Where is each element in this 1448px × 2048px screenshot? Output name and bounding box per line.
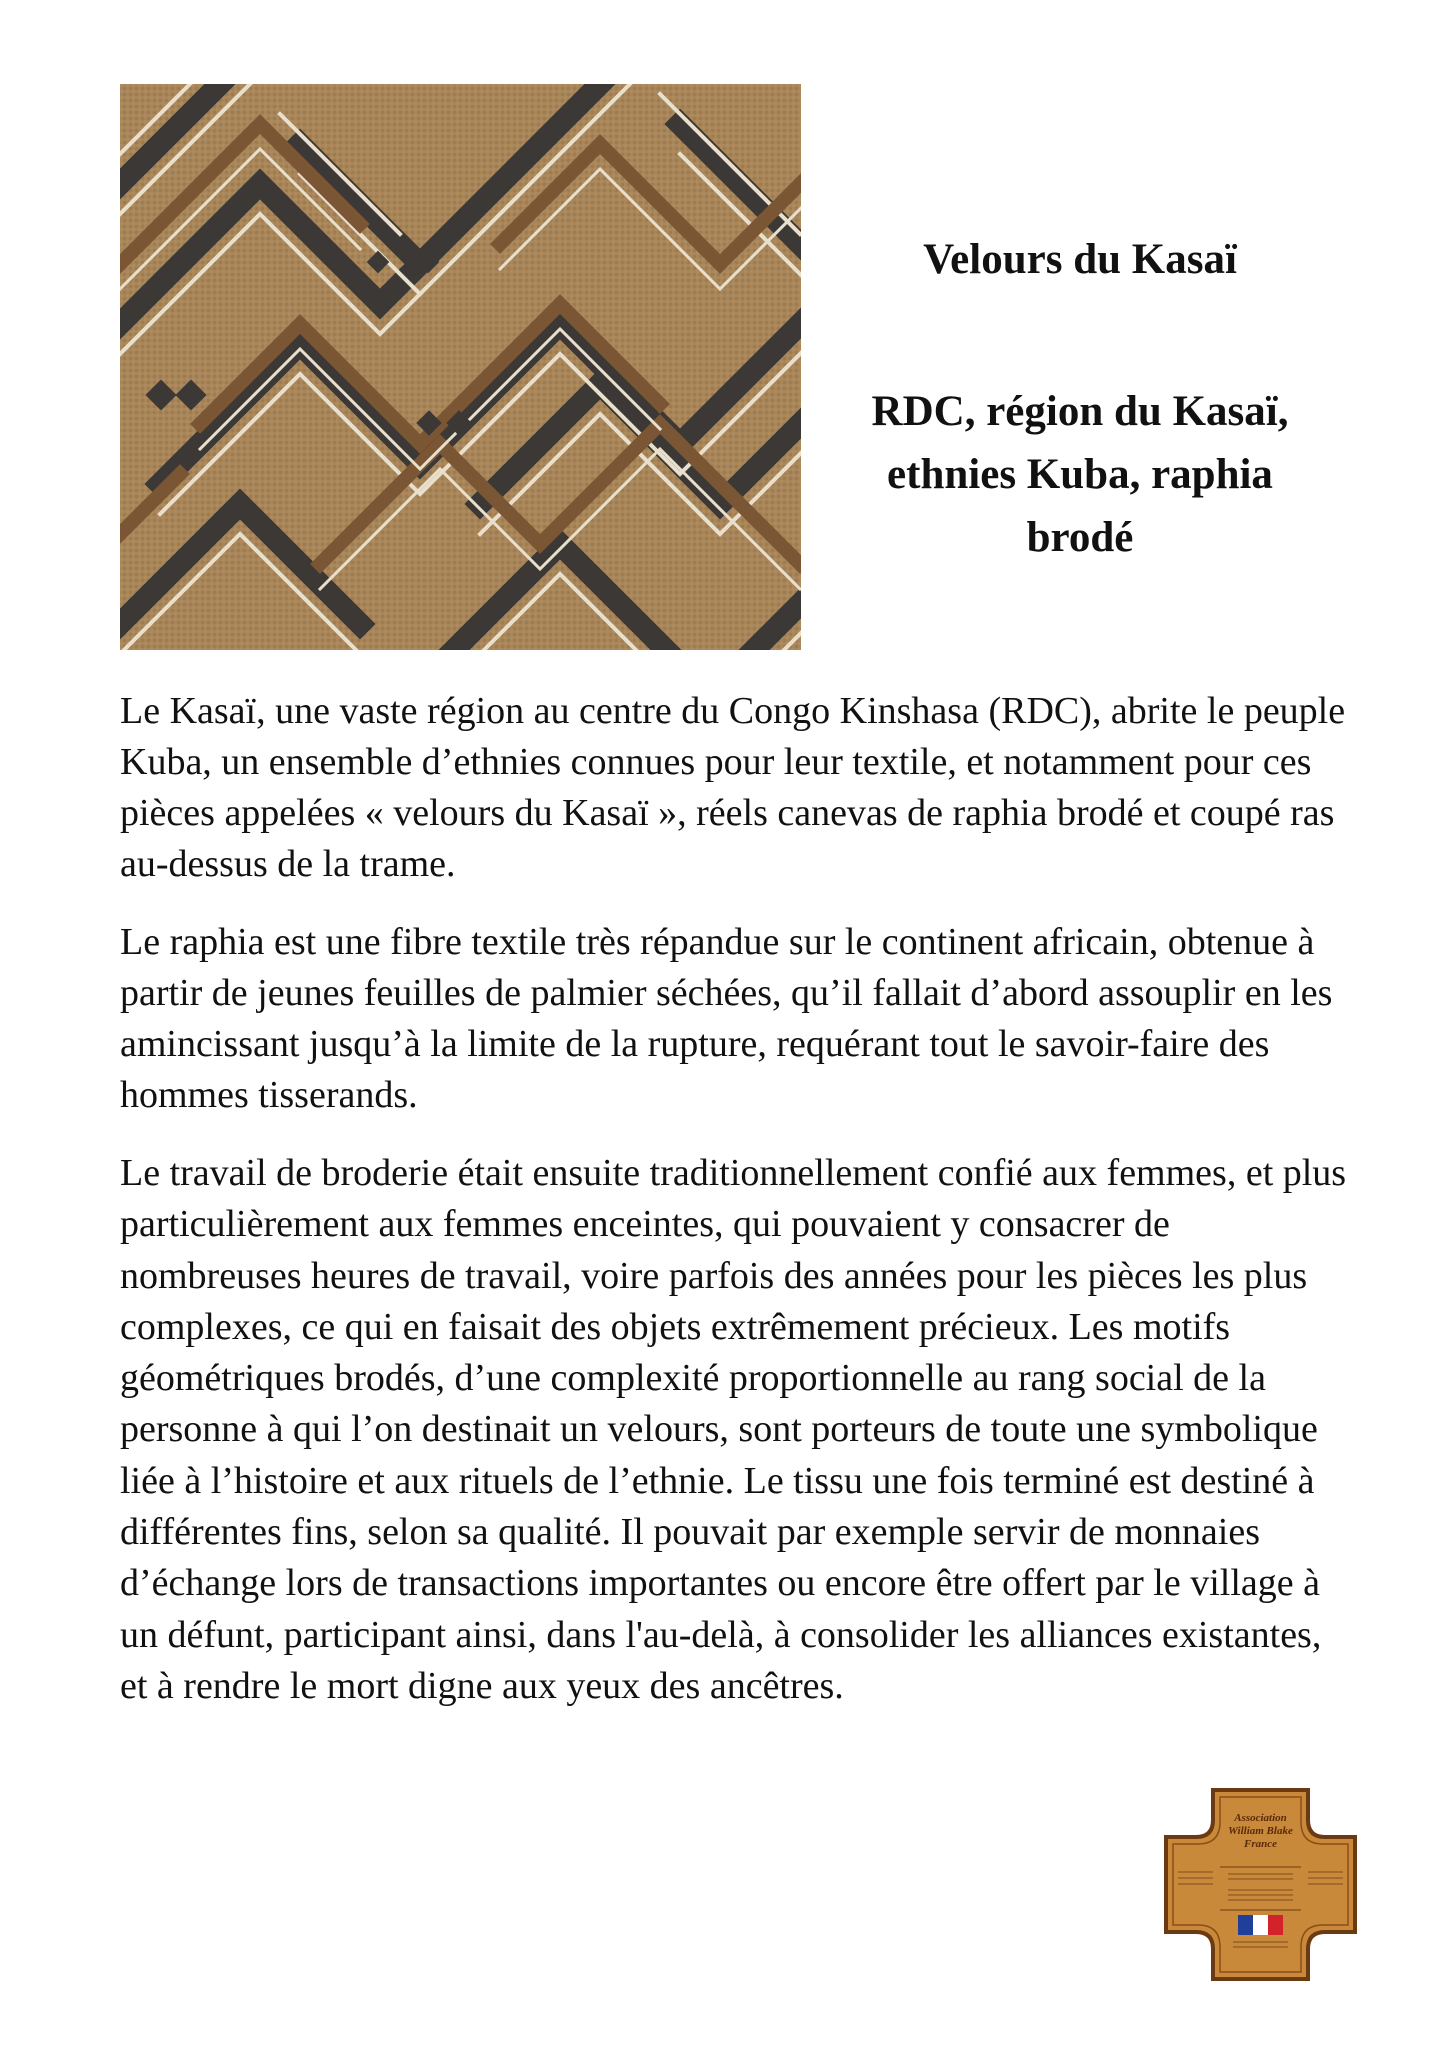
french-flag-icon xyxy=(1238,1915,1283,1935)
seal-name-line: Association xyxy=(1234,1812,1287,1824)
association-seal xyxy=(1158,1782,1363,1987)
subtitle-line: brodé xyxy=(1026,514,1134,561)
paragraph-intro: Le Kasaï, une vaste région au centre du Congo Kinshasa (RDC), abrite le peuple Kuba, un ensemble d’ethnies connues pour leur textile, et notamment pour ces pièces appelées « velours du Kasaï », réels canevas de raphia brodé et coupé ras au-dessus de la trame. xyxy=(120,690,1346,885)
paragraph-raphia: Le raphia est une fibre textile très répandue sur le continent africain, obtenue à partir de jeunes feuilles de palmier séchées, qu’il fallait d’abord assouplir en les amincissant jusqu’à la limite de la rupture, requérant tout le savoir-faire des hommes tisserands. xyxy=(120,921,1333,1116)
page-subtitle xyxy=(820,380,1340,569)
paragraph-embroidery: Le travail de broderie était ensuite traditionnellement confié aux femmes, et plus particulièrement aux femmes enceintes, qui pouvaient y consacrer de nombreuses heures de travail, voire parfois des années pour les pièces les plus complexes, ce qui en faisait des objets extrêmement précieux. Les motifs géométriques brodés, d’une complexité proportionnelle au rang social de la personne à qui l’on destinait un velours, sont porteurs de toute une symbolique liée à l’histoire et aux rituels de l’ethnie. Le tissu une fois terminé est destiné à différentes fins, selon sa qualité. Il pouvait par exemple servir de monnaies d’échange lors de transactions importantes ou encore être offert par le village à un défunt, participant ainsi, dans l'au-delà, à consolider les alliances existantes, et à rendre le mort digne aux yeux des ancêtres. xyxy=(120,1152,1347,1707)
kuba-textile-image xyxy=(120,84,801,650)
seal-name xyxy=(1198,1812,1323,1851)
subtitle-line: ethnies Kuba, raphia xyxy=(887,451,1273,498)
page-title: Velours du Kasaï xyxy=(923,236,1237,283)
kuba-raphia-textile-photo xyxy=(120,84,801,650)
seal-name-line: France xyxy=(1244,1838,1277,1850)
seal-name-line: William Blake xyxy=(1228,1825,1293,1837)
subtitle-line: RDC, région du Kasaï, xyxy=(871,388,1289,435)
